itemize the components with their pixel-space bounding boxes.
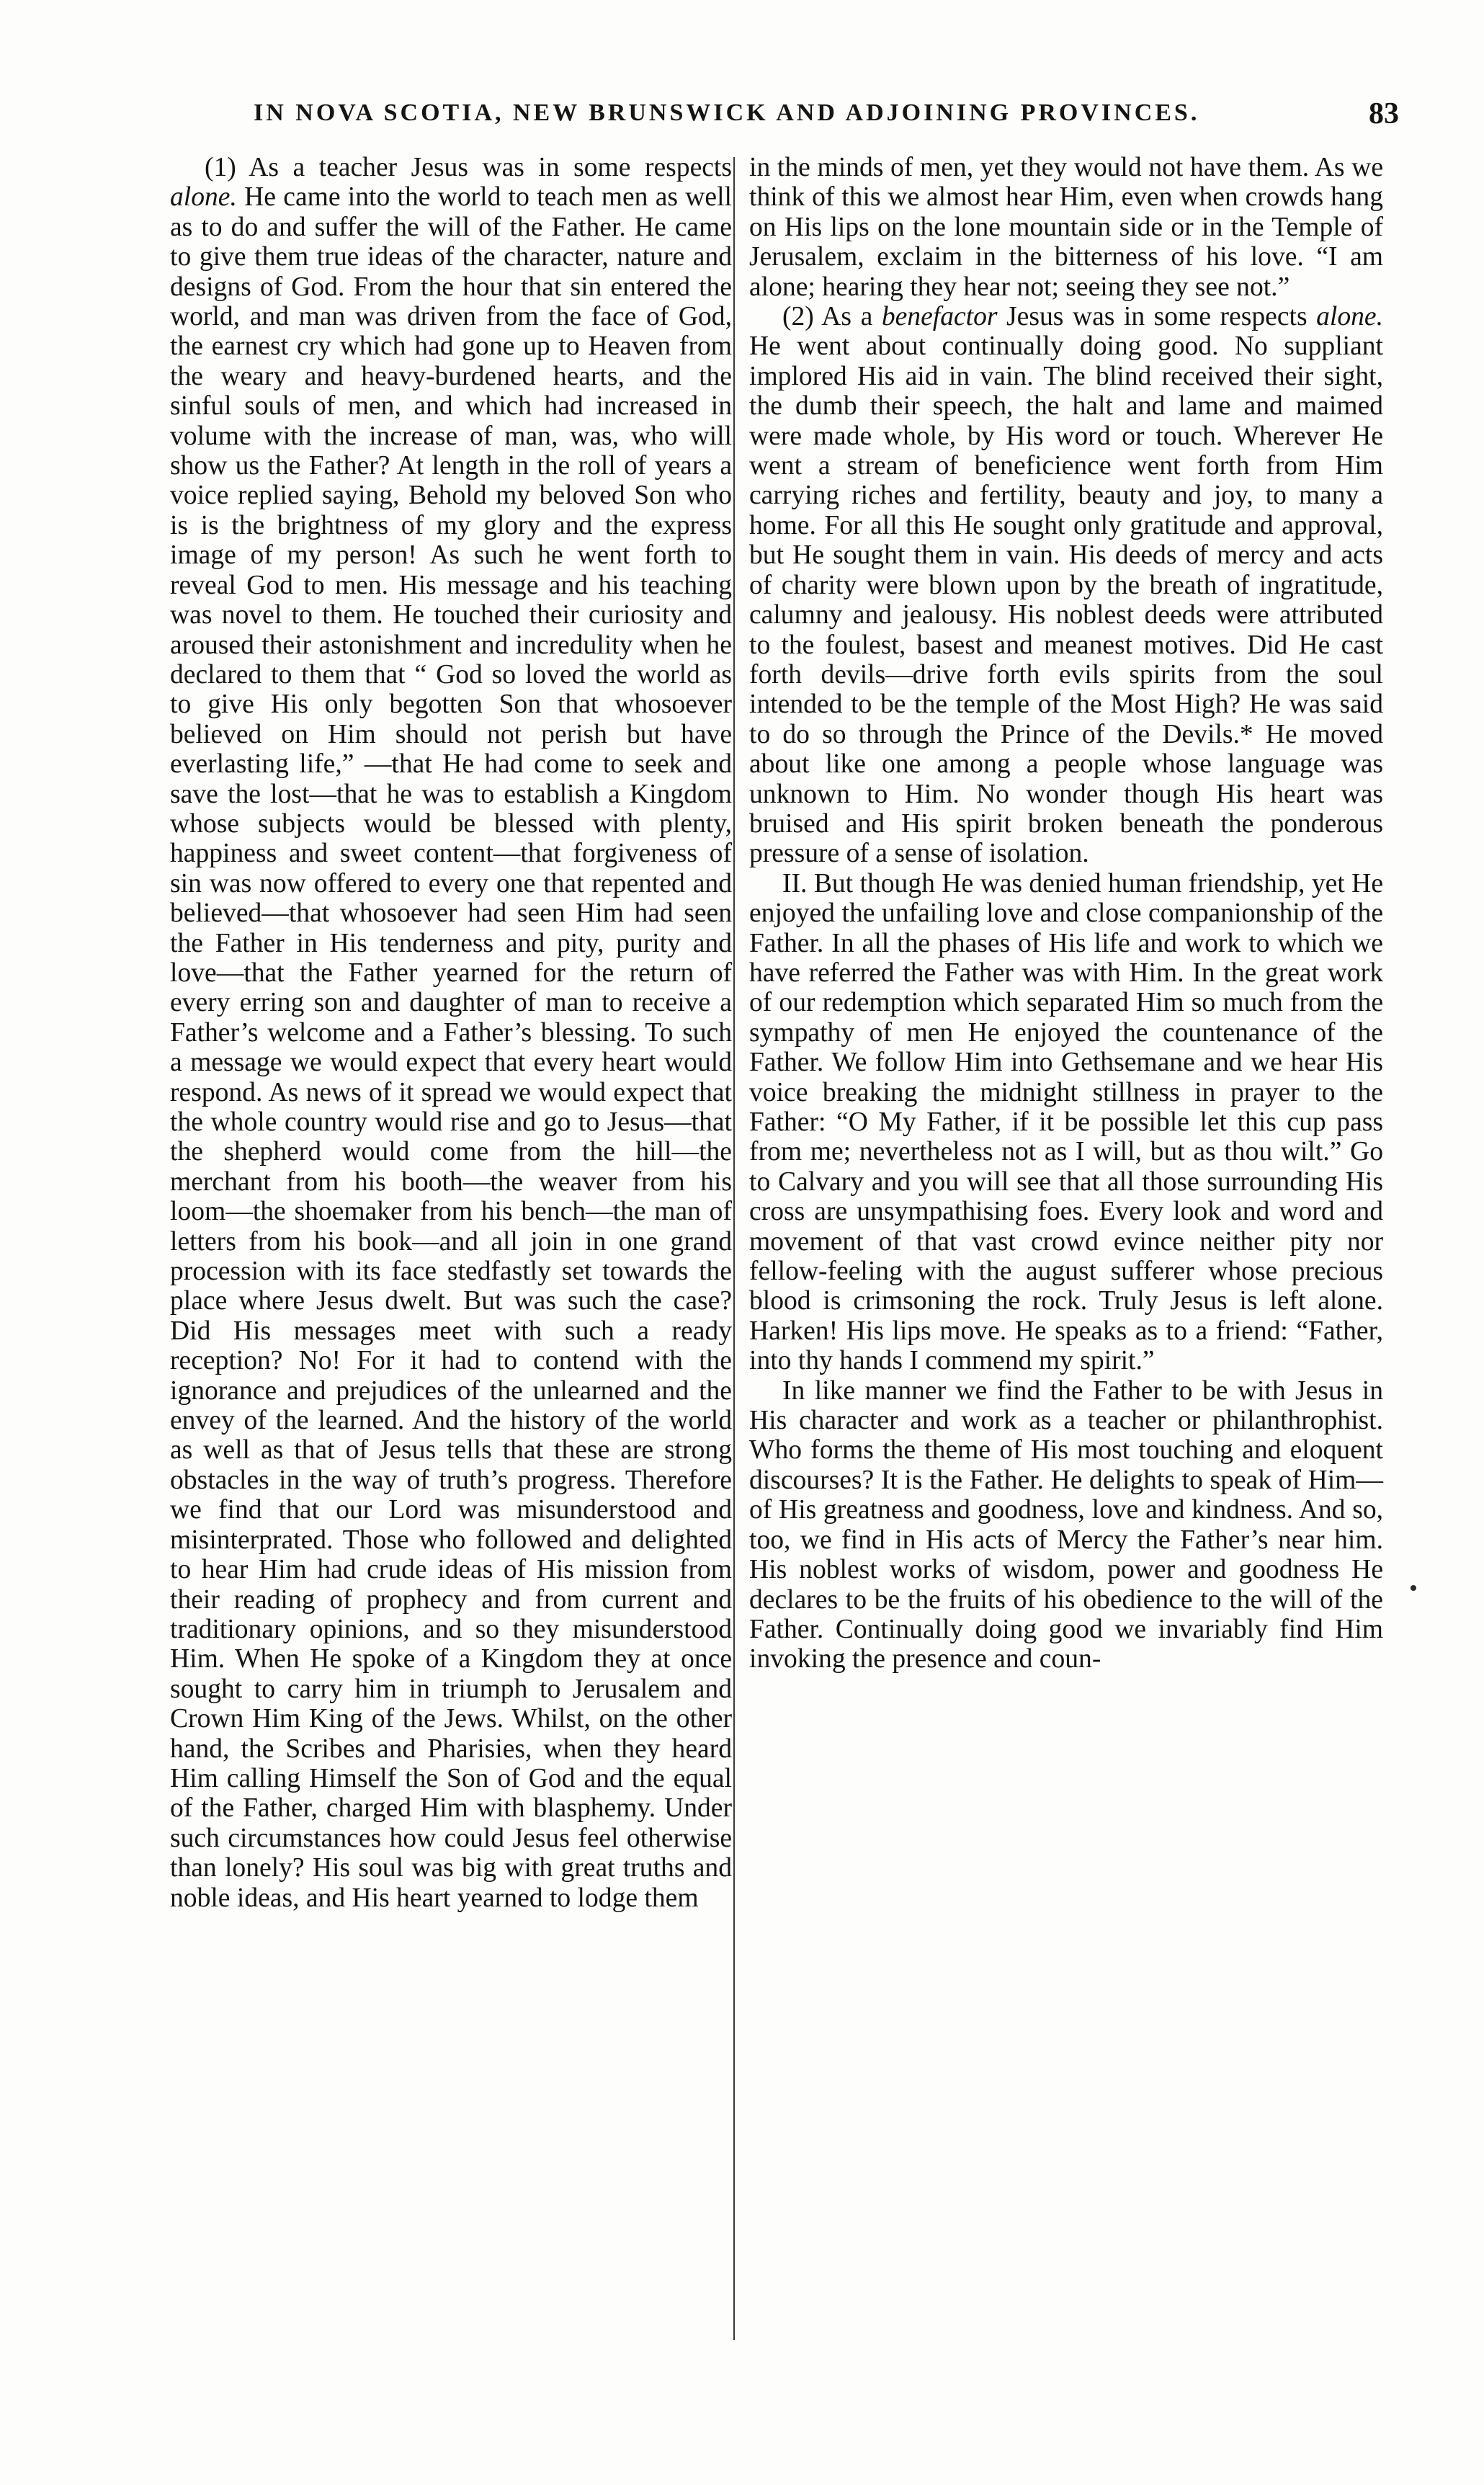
paragraph-continuation: in the minds of men, yet they would not have them. As we think of this we almost hear Him, even when crowds hang on His lips on the lone mountain side or in the Temple of Jerusalem, exclaim in the bitterness of his love. “I am alone; hearing they hear not; seeing they see not.” — [749, 153, 1383, 302]
emphasis-alone: alone. — [1316, 302, 1383, 332]
paragraph-teacher — [170, 153, 732, 1913]
paragraph-text: (2) As a — [782, 302, 882, 332]
ink-speck — [1411, 1585, 1416, 1591]
paragraph-father-with-jesus: In like manner we find the Father to be with Jesus in His character and work as a teacher or philanthrophist. Who forms the theme of His most touching and eloquent discourses? It is the Father. He delights to speak of Him—of His greatness and goodness, love and kindness. And so, too, we find in His acts of Mercy the Father’s near him. His noblest works of wisdom, power and goodness He declares to be the fruits of his obedience to the will of the Father. Continually doing good we invariably find Him invoking the presence and coun- — [749, 1375, 1383, 1674]
paragraph-text: Jesus was in some respects — [997, 302, 1317, 332]
paragraph-text: He went about continually doing good. No suppliant implored His aid in vain. The blind received their sight, the dumb their speech, the halt and lame and maimed were made whole, by His word or touch. Wherever He went a stream of beneficience went forth from Him carrying riches and fertility, beauty and joy, to many a home. For all this He sought only gratitude and approval, but He sought them in vain. His deeds of mercy and acts of charity were blown upon by the breath of ingratitude, calumny and jealousy. His noblest deeds were attributed to the foulest, basest and meanest motives. Did He cast forth devils—drive forth evils spirits from the soul intended to be the temple of the Most High? He was said to do so through the Prince of the Devils.* He moved about like one among a people whose language was unknown to Him. No wonder though His heart was bruised and His spirit broken beneath the ponderous pressure of a sense of isolation. — [749, 331, 1383, 869]
paragraph-text: (1) As a teacher Jesus was in some respects — [205, 153, 732, 182]
emphasis-benefactor: benefactor — [881, 302, 998, 332]
running-title: IN NOVA SCOTIA, NEW BRUNSWICK AND ADJOINING PROVINCES. — [254, 99, 1200, 126]
emphasis-alone: alone. — [170, 182, 237, 213]
left-column — [170, 153, 732, 1913]
paragraph-text: He came into the world to teach men as well as to do and suffer the will of the Father. He came to give them true ideas of the character, nature and designs of God. From the hour that sin entered the world, and man was driven from the face of God, the earnest cry which had gone up to Heaven from the weary and heavy-burdened hearts, and the sinful souls of men, and which had increased in volume with the increase of man, was, who will show us the Father? At length in the roll of years a voice replied saying, Behold my beloved Son who is is the brightness of my glory and the express image of my person! As such he went forth to reveal God to men. His message and his teaching was novel to them. He touched their curiosity and aroused their astonishment and incredulity when he declared to them that “ God so loved the world as to give His only begotten Son that whosoever believed on Him should not perish but have everlasting life,” —that He had come to seek and save the lost—that he was to establish a Kingdom whose subjects would be blessed with plenty, happiness and sweet content—that forgiveness of sin was now offered to every one that repented and believed—that whosoever had seen Him had seen the Father in His tenderness and pity, purity and love—that the Father yearned for the return of every erring son and daughter of man to receive a Father’s welcome and a Father’s blessing. To such a message we would expect that every heart would respond. As news of it spread we would expect that the whole country would rise and go to Jesus—that the shepherd would come from the hill—the merchant from his booth—the weaver from his loom—the shoemaker from his bench—the man of letters from his book—and all join in one grand procession with its face stedfastly set towards the place where Jesus dwelt. But was such the case? Did His messages meet with such a ready reception? No! For it had to contend with the ignorance and prejudices of the unlearned and the envey of the learned. And the history of the world as well as that of Jesus tells that these are strong obstacles in the way of truth’s progress. Therefore we find that our Lord was misunderstood and misinterprated. Those who followed and delighted to hear Him had crude ideas of His mission from their reading of prophecy and from current and traditionary opinions, and so they misunderstood Him. When He spoke of a Kingdom they at once sought to carry him in triumph to Jerusalem and Crown Him King of the Jews. Whilst, on the other hand, the Scribes and Pharisies, when they heard Him calling Himself the Son of God and the equal of the Father, charged Him with blasphemy. Under such circumstances how could Jesus feel otherwise than lonely? His soul was big with great truths and noble ideas, and His heart yearned to lodge them — [170, 182, 732, 1913]
right-column — [749, 153, 1383, 1674]
paragraph-benefactor — [749, 302, 1383, 869]
page-number: 83 — [1369, 97, 1399, 130]
paragraph-companionship: II. But though He was denied human friendship, yet He enjoyed the unfailing love and close companionship of the Father. In all the phases of His life and work to which we have referred the Father was with Him. In the great work of our redemption which separated Him so much from the sympathy of men He enjoyed the countenance of the Father. We follow Him into Gethsemane and we hear His voice breaking the midnight stillness in prayer to the Father: “O My Father, if it be possible let this cup pass from me; nevertheless not as I will, but as thou wilt.” Go to Calvary and you will see that all those surrounding His cross are unsympathising foes. Every look and word and movement of that vast crowd evince neither pity nor fellow-feeling with the august sufferer whose precious blood is crimsoning the rock. Truly Jesus is left alone. Harken! His lips move. He speaks as to a friend: “Father, into thy hands I commend my spirit.” — [749, 868, 1383, 1376]
running-header — [167, 99, 1399, 143]
column-divider — [733, 157, 735, 2340]
